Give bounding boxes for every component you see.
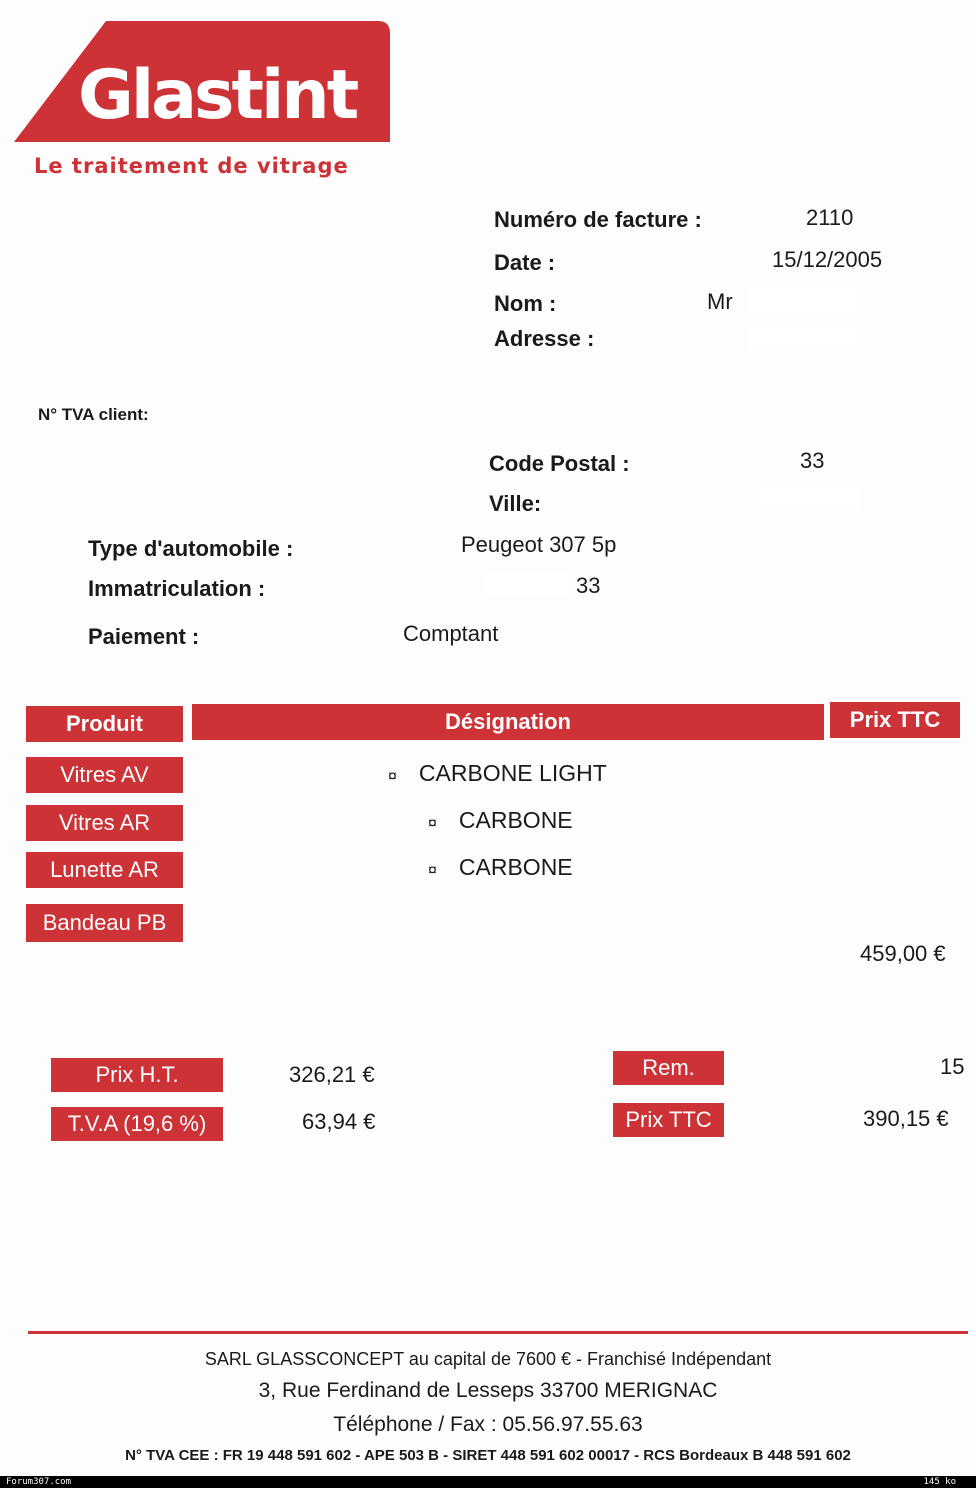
designation-text: CARBONE bbox=[458, 854, 573, 880]
total-ht-value: 326,21 € bbox=[289, 1062, 375, 1087]
total-ht-label bbox=[51, 1058, 223, 1092]
redacted-name bbox=[748, 288, 856, 312]
client-vat-label: N° TVA client: bbox=[38, 405, 149, 424]
product-item-text: Vitres AV bbox=[60, 762, 149, 787]
product-item bbox=[26, 904, 183, 942]
redacted-registration bbox=[484, 572, 570, 596]
invoice-number-value: 2110 bbox=[806, 205, 854, 230]
image-watermark-bar bbox=[0, 1476, 976, 1488]
total-rem-label-text: Rem. bbox=[642, 1055, 695, 1080]
bullet-icon: ¤ bbox=[388, 768, 397, 785]
designation-text: CARBONE bbox=[458, 807, 573, 833]
total-rem-value: 15 bbox=[940, 1054, 965, 1079]
vehicle-type-value: Peugeot 307 5p bbox=[461, 532, 617, 557]
product-item bbox=[26, 805, 183, 841]
invoice-address-label: Adresse : bbox=[494, 326, 595, 351]
invoice-date-value: 15/12/2005 bbox=[772, 247, 883, 272]
header-product-text: Produit bbox=[66, 711, 143, 736]
header-designation bbox=[192, 704, 824, 740]
registration-value: 33 bbox=[576, 573, 601, 598]
header-designation-text: Désignation bbox=[445, 709, 571, 734]
bullet-icon: ¤ bbox=[428, 815, 437, 832]
brand-name: Glastint bbox=[78, 56, 357, 135]
invoice-number-label: Numéro de facture : bbox=[494, 207, 702, 232]
footer-address: 3, Rue Ferdinand de Lesseps 33700 MERIGNAC bbox=[258, 1379, 718, 1402]
total-ttc-label-text: Prix TTC bbox=[625, 1107, 712, 1132]
redacted-address bbox=[748, 326, 856, 350]
payment-label: Paiement : bbox=[88, 624, 200, 649]
invoice-date-label: Date : bbox=[494, 250, 556, 275]
total-ttc-value: 390,15 € bbox=[863, 1106, 949, 1131]
watermark-site: Forum307.com bbox=[6, 1477, 72, 1487]
designation-text: CARBONE LIGHT bbox=[418, 760, 607, 786]
total-rem-label bbox=[613, 1051, 724, 1085]
registration-label: Immatriculation : bbox=[88, 576, 266, 601]
total-tva-label bbox=[51, 1107, 223, 1141]
invoice-name-label: Nom : bbox=[494, 291, 557, 316]
designation-item bbox=[428, 807, 573, 834]
city-label: Ville: bbox=[489, 491, 542, 516]
product-item-text: Vitres AR bbox=[58, 810, 151, 835]
postal-code-value: 33 bbox=[800, 448, 825, 473]
total-tva-value: 63,94 € bbox=[302, 1109, 376, 1134]
product-item bbox=[26, 757, 183, 793]
watermark-size: 145 ko bbox=[923, 1477, 956, 1487]
invoice-name-value: Mr bbox=[707, 289, 733, 314]
postal-code-label: Code Postal : bbox=[489, 451, 630, 476]
bullet-icon: ¤ bbox=[428, 862, 437, 879]
header-product bbox=[26, 706, 183, 742]
designation-item bbox=[428, 854, 573, 881]
footer-divider bbox=[28, 1331, 968, 1334]
brand-tagline: Le traitement de vitrage bbox=[34, 154, 349, 178]
header-price-text: Prix TTC bbox=[849, 707, 941, 732]
footer-registration: N° TVA CEE : FR 19 448 591 602 - APE 503 B - SIRET 448 591 602 00017 - RCS Bordeaux B 448 591 602 bbox=[125, 1447, 851, 1464]
designation-item bbox=[388, 760, 607, 787]
redacted-city bbox=[760, 486, 860, 510]
total-ttc-label bbox=[613, 1103, 724, 1137]
payment-value: Comptant bbox=[403, 621, 499, 646]
product-item bbox=[26, 852, 183, 888]
footer-company: SARL GLASSCONCEPT au capital de 7600 € - Franchisé Indépendant bbox=[204, 1349, 772, 1369]
line-price-value: 459,00 € bbox=[860, 941, 946, 966]
total-ht-label-text: Prix H.T. bbox=[95, 1062, 179, 1087]
vehicle-type-label: Type d'automobile : bbox=[88, 536, 294, 561]
total-tva-label-text: T.V.A (19,6 %) bbox=[67, 1111, 207, 1136]
footer-phone: Téléphone / Fax : 05.56.97.55.63 bbox=[333, 1413, 643, 1436]
product-item-text: Lunette AR bbox=[50, 857, 159, 882]
product-item-text: Bandeau PB bbox=[42, 910, 167, 935]
header-price bbox=[830, 702, 960, 738]
